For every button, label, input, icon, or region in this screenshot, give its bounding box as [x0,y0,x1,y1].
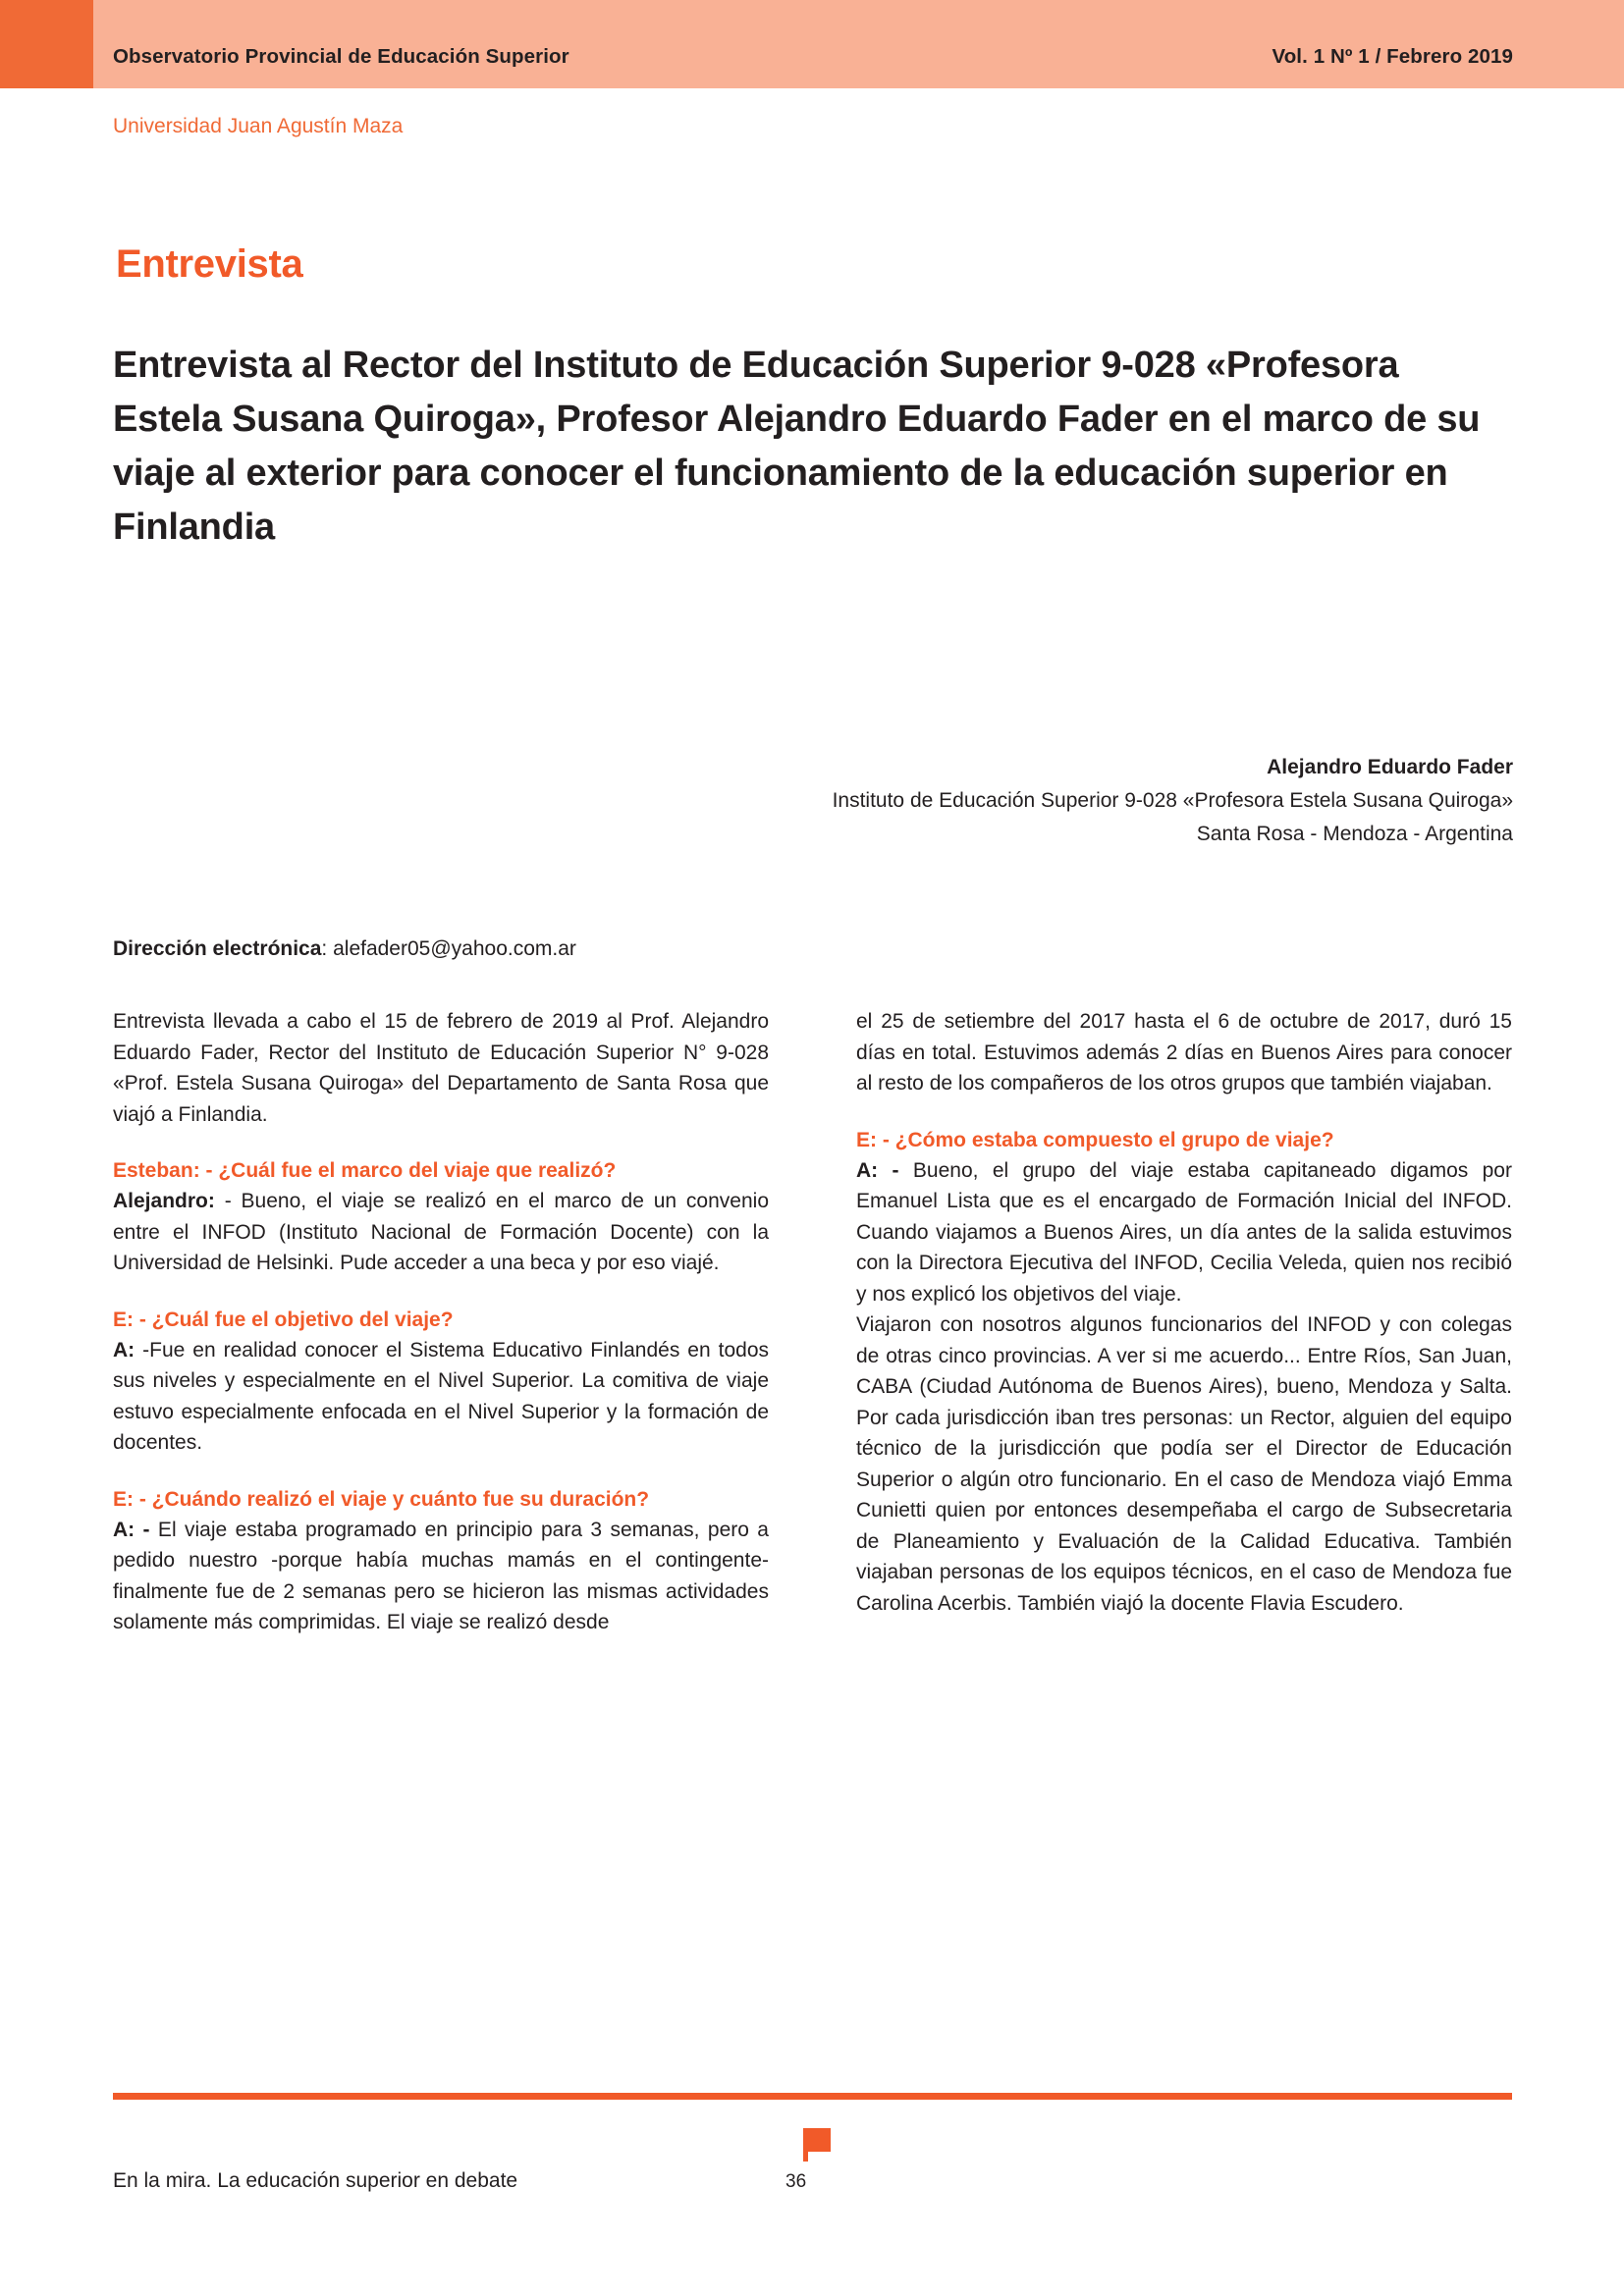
contact-email-value: alefader05@yahoo.com.ar [333,937,576,960]
answer-4-speaker: A: - [856,1158,899,1182]
footer-text: En la mira. La educación superior en debate [113,2169,518,2192]
page-number: 36 [785,2171,807,2192]
answer-3 [113,1515,769,1638]
column-right [856,1006,1512,1619]
answer-2-text: -Fue en realidad conocer el Sistema Educativo Finlandés en todos sus niveles y especialmente en el Nivel Superior. La comitiva de viaje estuvo especialmente enfocada en el Nivel Superior y la formación de docentes. [113,1338,769,1454]
answer-1 [113,1186,769,1279]
answer-2 [113,1335,769,1459]
author-institution: Instituto de Educación Superior 9-028 «Profesora Estela Susana Quiroga» [832,789,1513,812]
author-location: Santa Rosa - Mendoza - Argentina [1196,823,1513,845]
contact-email-label: Dirección electrónica [113,937,322,960]
email-colon: : [321,937,334,960]
answer-3-speaker: A: - [113,1518,150,1541]
page-header-bar [0,0,1624,88]
article-body [113,1006,1512,2027]
question-1: Esteban: - ¿Cuál fue el marco del viaje que realizó? [113,1159,617,1182]
question-4: E: - ¿Cómo estaba compuesto el grupo de viaje? [856,1128,1334,1151]
answer-4-text: Bueno, el grupo del viaje estaba capitaneado digamos por Emanuel Lista que es el encargado de Formación Inicial del INFOD. Cuando viajamos a Buenos Aires, un día antes de la salida estuvimos con la Directora Ejecutiva del INFOD, Cecilia Veleda, quien nos recibió y nos explicó los objetivos del viaje. [856,1158,1512,1306]
university-name: Universidad Juan Agustín Maza [113,115,404,137]
section-kicker: Entrevista [116,242,303,286]
header-accent-block [0,0,93,88]
intro-paragraph: Entrevista llevada a cabo el 15 de febrero de 2019 al Prof. Alejandro Eduardo Fader, Rector del Instituto de Educación Superior N° 9-028 «Prof. Estela Susana Quiroga» del Departamento de Santa Rosa que viajó a Finlandia. [113,1010,769,1126]
contact-email-line [113,937,576,961]
answer-3-text: El viaje estaba programado en principio para 3 semanas, pero a pedido nuestro -porque había muchas mamás en el contingente- finalmente fue de 2 semanas pero se hicieron las mismas actividades solamente más comprimidas. El viaje se realizó desde [113,1518,769,1633]
flag-icon [803,2128,831,2162]
answer-3-continued: el 25 de setiembre del 2017 hasta el 6 de octubre de 2017, duró 15 días en total. Estuvimos además 2 días en Buenos Aires para conocer al resto de los compañeros de los otros grupos que también viajaban. [856,1010,1512,1095]
page-title: Entrevista al Rector del Instituto de Educación Superior 9-028 «Profesora Estela Susana Quiroga», Profesor Alejandro Eduardo Fader en el marco de su viaje al exterior para conocer el funcionamiento de la educación superior en Finlandia [113,345,1481,549]
answer-1-text: - Bueno, el viaje se realizó en el marco de un convenio entre el INFOD (Instituto Nacional de Formación Docente) con la Universidad de Helsinki. Pude acceder a una beca y por eso viajé. [113,1190,769,1274]
answer-2-speaker: A: [113,1338,135,1362]
author-block [531,751,1513,851]
question-3: E: - ¿Cuándo realizó el viaje y cuánto fue su duración? [113,1487,650,1511]
question-2: E: - ¿Cuál fue el objetivo del viaje? [113,1308,454,1331]
issue-info: Vol. 1 Nº 1 / Febrero 2019 [1272,45,1513,68]
answer-5: Viajaron con nosotros algunos funcionarios del INFOD y con colegas de otras cinco provincias. A ver si me acuerdo... Entre Ríos, San Juan, CABA (Ciudad Autónoma de Buenos Aires), bueno, Mendoza y Salta. Por cada jurisdicción iban tres personas: un Rector, alguien del equipo técnico de la jurisdicción que podía ser el Director de Educación Superior o algún otro funcionario. En el caso de Mendoza viajó Emma Cunietti quien por entonces desempeñaba el cargo de Subsecretaria de Planeamiento y Evaluación de la Calidad Educativa. También viajaban personas de los equipos técnicos, en el caso de Mendoza fue Carolina Acerbis. También viajó la docente Flavia Escudero. [856,1313,1512,1615]
answer-1-speaker: Alejandro: [113,1190,215,1212]
journal-name: Observatorio Provincial de Educación Superior [113,45,569,68]
answer-4 [856,1155,1512,1310]
author-name: Alejandro Eduardo Fader [1267,756,1513,778]
footer-divider [113,2093,1512,2100]
column-left [113,1006,769,1638]
